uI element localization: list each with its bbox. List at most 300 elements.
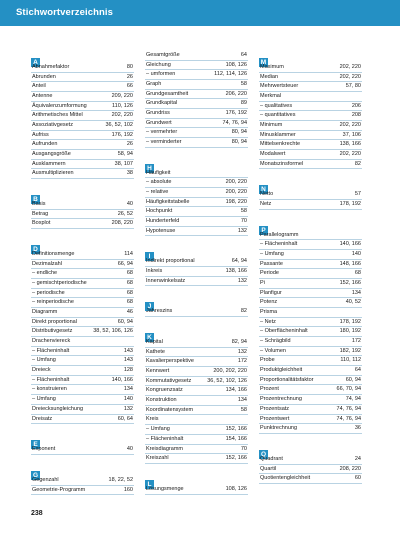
index-entry	[145, 277, 248, 287]
index-term: Äquivalenzumformung	[32, 102, 87, 109]
index-pages: 64	[240, 52, 247, 58]
index-term: Punktrechnung	[260, 425, 297, 432]
index-pages: 37, 106	[342, 131, 361, 138]
index-term: Konstruktion	[146, 397, 177, 404]
section-letter-wrap	[145, 295, 248, 311]
section-letter-wrap	[31, 433, 134, 449]
index-pages: 74, 94	[345, 396, 361, 403]
index-term: Grundgesamtheit	[146, 90, 189, 97]
index-term: Periode	[260, 270, 279, 277]
page-title: Stichwortverzeichnis	[16, 7, 114, 18]
index-entry	[259, 160, 362, 170]
index-term: Distributivgesetz	[32, 328, 73, 335]
index-entry	[259, 140, 362, 150]
index-pages: 26	[126, 141, 133, 148]
index-entry	[259, 63, 362, 73]
index-entry	[259, 465, 362, 475]
index-pages: 132	[123, 405, 133, 412]
index-pages: 64, 94	[231, 258, 247, 265]
index-entry	[259, 356, 362, 366]
index-entry	[31, 250, 134, 260]
index-entry	[31, 121, 134, 131]
index-pages: 140	[123, 396, 133, 403]
section-letter: K	[145, 333, 154, 342]
index-term: Minusklammer	[260, 131, 296, 138]
section-letter: P	[259, 226, 268, 235]
index-pages: 200, 220	[225, 179, 247, 186]
index-term: Hochpunkt	[146, 208, 173, 215]
index-pages: 114	[124, 251, 133, 258]
index-pages: 64	[354, 367, 361, 374]
index-term: Potenz	[260, 299, 278, 306]
index-entry	[31, 318, 134, 328]
index-entry	[31, 366, 134, 376]
index-pages: 18, 22, 52	[108, 476, 133, 483]
index-entry	[259, 121, 362, 131]
section-letter-wrap	[259, 219, 362, 234]
index-pages: 160	[123, 486, 133, 493]
section-letter-wrap	[145, 157, 248, 172]
index-entry	[259, 298, 362, 308]
index-entry	[145, 307, 248, 317]
index-entry	[259, 250, 362, 260]
index-term: Gesamtgröße	[146, 52, 180, 58]
index-term: Quotientengleichheit	[260, 475, 311, 482]
index-pages: 206	[351, 102, 361, 109]
index-pages: 200, 202, 220	[213, 368, 247, 375]
section-letter: D	[31, 245, 40, 254]
section-letter-wrap	[31, 188, 134, 204]
index-section	[145, 245, 248, 286]
index-pages: 134	[237, 397, 247, 404]
index-entry	[31, 219, 134, 229]
index-term: Netz	[260, 201, 272, 208]
index-term: – periodische	[32, 289, 65, 296]
index-entry	[31, 160, 134, 170]
index-term: Direkt proportional	[32, 318, 77, 325]
index-term: Kreiszahl	[146, 455, 169, 462]
index-term: – Umfang	[146, 426, 170, 433]
index-entry	[31, 210, 134, 220]
page-number: 238	[31, 510, 43, 517]
index-term: Ausmultiplizieren	[32, 170, 74, 177]
index-pages: 140, 166	[111, 376, 133, 383]
index-entry	[145, 396, 248, 406]
index-term: Prozent	[260, 386, 279, 393]
index-pages: 89	[240, 100, 247, 107]
index-pages: 108, 126	[225, 61, 247, 68]
index-entry	[145, 425, 248, 435]
index-pages: 74, 76, 94	[336, 405, 361, 412]
index-entry	[259, 455, 362, 465]
index-pages: 143	[123, 347, 133, 354]
index-pages: 202, 220	[339, 73, 361, 80]
index-term: – relative	[146, 189, 169, 196]
index-entry	[31, 405, 134, 415]
section-letter-wrap	[259, 178, 362, 194]
index-term: – verminderter	[146, 139, 182, 146]
index-pages: 128	[123, 367, 133, 374]
index-term: Prozentsatz	[260, 405, 290, 412]
index-section	[31, 464, 134, 495]
index-entry	[259, 308, 362, 318]
index-term: Dreieck	[32, 367, 51, 374]
index-entry	[31, 337, 134, 347]
index-term: – Volumen	[260, 347, 286, 354]
index-term: Grundriss	[146, 110, 170, 117]
index-entry	[259, 415, 362, 425]
index-entry	[259, 376, 362, 386]
index-term: Quartil	[260, 465, 277, 472]
section-letter-wrap	[145, 326, 248, 342]
index-entry	[31, 308, 134, 318]
index-pages: 138, 166	[339, 141, 361, 148]
index-term: Dreiecksungleichung	[32, 405, 84, 412]
index-pages: 132	[237, 348, 247, 355]
index-term: Aufriss	[32, 131, 49, 138]
index-term: Lösungsmenge	[146, 485, 184, 492]
index-entry	[31, 111, 134, 121]
index-term: Modalwert	[260, 151, 286, 158]
index-entry	[31, 486, 134, 496]
index-entry	[145, 357, 248, 367]
index-pages: 80, 94	[231, 129, 247, 136]
index-pages: 38, 52, 106, 126	[93, 328, 133, 335]
index-pages: 66, 70, 94	[336, 386, 361, 393]
index-entry	[145, 138, 248, 148]
index-pages: 58	[240, 81, 247, 88]
index-entry	[31, 327, 134, 337]
index-entry	[145, 454, 248, 464]
index-term: – Flächeninhalt	[32, 347, 70, 354]
index-term: Geometrie-Programm	[32, 486, 86, 493]
index-term: Inkreis	[146, 268, 163, 275]
index-entry	[31, 347, 134, 357]
index-pages: 68	[126, 280, 133, 287]
section-letter-wrap	[145, 473, 248, 488]
index-section	[31, 433, 134, 455]
index-term: Pi	[260, 280, 265, 287]
index-entry	[31, 63, 134, 73]
index-pages: 208, 220	[111, 220, 133, 227]
index-term: Betrag	[32, 210, 49, 217]
index-entry	[31, 298, 134, 308]
index-term: Häufigkeitstabelle	[146, 198, 190, 205]
index-term: Prisma	[260, 309, 278, 316]
index-pages: 152, 166	[225, 455, 247, 462]
index-pages: 206, 220	[225, 90, 247, 97]
index-entry	[145, 257, 248, 267]
index-term: – Umfang	[32, 396, 56, 403]
index-term: Passante	[260, 260, 283, 267]
index-pages: 26	[126, 73, 133, 80]
index-term: Diagramm	[32, 309, 58, 316]
index-pages: 36	[354, 425, 361, 432]
index-pages: 68	[126, 299, 133, 306]
index-term: – Flächeninhalt	[32, 376, 70, 383]
index-pages: 178, 192	[339, 318, 361, 325]
index-section	[31, 51, 134, 179]
index-term: Kapital	[146, 339, 163, 346]
section-letter: Q	[260, 450, 267, 458]
index-pages: 112, 114, 126	[214, 71, 247, 78]
index-term: Merkmal	[260, 93, 282, 100]
index-entry	[31, 140, 134, 150]
index-entry	[259, 318, 362, 328]
index-entry	[31, 82, 134, 92]
index-entry	[259, 289, 362, 299]
index-entry	[145, 207, 248, 217]
index-term: Abnahmefaktor	[32, 64, 70, 70]
index-entry	[31, 73, 134, 83]
index-pages: 38	[126, 170, 133, 177]
index-term: Monatszinsformel	[260, 160, 304, 167]
index-entry	[31, 169, 134, 179]
index-pages: 60	[354, 475, 361, 482]
index-pages: 143	[123, 357, 133, 364]
index-entry	[145, 188, 248, 198]
index-entry	[145, 90, 248, 100]
section-letter-wrap	[31, 464, 134, 479]
section-letter: G	[32, 471, 39, 479]
index-entry	[31, 200, 134, 210]
index-term: Grundkapital	[146, 100, 178, 107]
index-entry	[259, 150, 362, 160]
index-term: Ausgangsgröße	[32, 151, 71, 158]
section-letter: N	[259, 185, 268, 194]
index-term: Kavalierperspektive	[146, 358, 194, 365]
index-pages: 208, 220	[339, 465, 361, 472]
index-entry	[31, 376, 134, 386]
index-entry	[259, 279, 362, 289]
index-column-2	[145, 51, 248, 495]
index-section	[145, 51, 248, 148]
index-term: Häufigkeit	[146, 169, 171, 176]
index-entry	[145, 119, 248, 129]
index-term: – absolute	[146, 179, 172, 186]
index-pages: 36, 52, 102, 126	[207, 377, 247, 384]
index-term: Median	[260, 73, 279, 80]
index-term: – Netz	[260, 318, 276, 325]
index-pages: 140, 166	[339, 241, 361, 248]
index-entry	[259, 366, 362, 376]
section-letter: J	[145, 302, 154, 311]
index-pages: 110, 126	[111, 102, 133, 109]
index-term: Quadrant	[260, 455, 283, 462]
index-term: – endliche	[32, 270, 58, 277]
index-pages: 68	[126, 270, 133, 277]
index-pages: 152, 166	[339, 280, 361, 287]
index-term: Assoziativgesetz	[32, 122, 73, 129]
index-pages: 58	[240, 208, 247, 215]
index-section	[259, 178, 362, 209]
index-pages: 198, 220	[225, 198, 247, 205]
index-pages: 58	[240, 406, 247, 413]
index-section	[145, 157, 248, 237]
index-entry	[31, 476, 134, 486]
index-entry	[259, 269, 362, 279]
index-pages: 202, 220	[339, 122, 361, 129]
index-term: – Schrägbild	[260, 338, 291, 345]
index-entry	[259, 111, 362, 121]
index-entry	[145, 348, 248, 358]
index-pages: 74, 76, 94	[336, 415, 361, 422]
index-entry	[145, 267, 248, 277]
section-letter-wrap	[31, 51, 134, 66]
index-term: Koordinatensystem	[146, 406, 194, 413]
index-entry	[31, 356, 134, 366]
index-term: Drachenviereck	[32, 338, 71, 345]
index-column-3	[259, 51, 362, 484]
index-entry	[259, 190, 362, 200]
index-pages: 80	[126, 64, 133, 70]
index-pages: 148, 166	[339, 260, 361, 267]
index-pages: 110, 112	[340, 357, 361, 364]
index-pages: 138, 166	[225, 268, 247, 275]
index-term: Parallelogramm	[260, 231, 299, 238]
index-pages: 176, 192	[111, 131, 133, 138]
index-entry	[145, 227, 248, 237]
index-pages: 178, 192	[339, 201, 361, 208]
index-term: – Oberflächeninhalt	[260, 328, 308, 335]
index-entry	[31, 289, 134, 299]
index-entry	[31, 415, 134, 425]
index-pages: 202, 220	[339, 64, 361, 70]
section-letter: E	[31, 440, 40, 449]
index-entry	[259, 424, 362, 434]
index-entry	[145, 406, 248, 416]
index-term: Minimum	[260, 122, 283, 129]
index-term: Hunderterfeld	[146, 218, 180, 225]
index-term: – Flächeninhalt	[260, 241, 298, 248]
section-letter: A	[31, 58, 40, 67]
index-term: Hypotenuse	[146, 227, 176, 234]
index-pages: 66, 94	[117, 260, 133, 267]
index-entry	[31, 395, 134, 405]
index-pages: 134, 166	[225, 387, 247, 394]
index-entry	[259, 327, 362, 337]
index-pages: 82, 94	[231, 339, 247, 346]
index-pages: 46	[126, 309, 133, 316]
index-entry	[145, 128, 248, 138]
index-term: – Umfang	[260, 251, 284, 258]
index-entry	[145, 485, 248, 495]
index-section	[259, 51, 362, 169]
index-term: Abrunden	[32, 73, 56, 80]
index-pages: 38, 107	[114, 160, 133, 167]
index-term: Kommutativgesetz	[146, 377, 192, 384]
index-pages: 68	[354, 270, 361, 277]
index-entry	[259, 102, 362, 112]
index-section	[145, 473, 248, 495]
index-pages: 60, 64	[117, 415, 133, 422]
index-entry	[31, 150, 134, 160]
index-term: – quantitatives	[260, 112, 296, 119]
index-term: Aufrunden	[32, 141, 58, 148]
index-entry	[145, 70, 248, 80]
index-section	[31, 188, 134, 229]
index-pages: 40	[126, 201, 133, 208]
index-entry	[259, 337, 362, 347]
index-term: – vermehrter	[146, 129, 178, 136]
index-entry	[31, 102, 134, 112]
index-term: Antenne	[32, 93, 53, 100]
index-entry	[31, 445, 134, 455]
index-entry	[145, 367, 248, 377]
index-term: Mittelsenkrechte	[260, 141, 301, 148]
section-letter: I	[145, 252, 154, 261]
index-pages: 57	[354, 191, 361, 198]
index-pages: 152, 166	[225, 426, 247, 433]
index-term: Ausklammern	[32, 160, 66, 167]
index-entry	[145, 435, 248, 445]
index-pages: 172	[237, 358, 247, 365]
index-term: Gleichung	[146, 61, 171, 68]
index-pages: 82	[240, 308, 247, 315]
index-entry	[259, 231, 362, 241]
index-term: Kreis	[146, 416, 159, 423]
index-term: Kathete	[146, 348, 165, 355]
index-term: – umformen	[146, 71, 176, 78]
index-pages: 134	[351, 289, 361, 296]
index-entry	[259, 395, 362, 405]
index-section	[145, 326, 248, 464]
index-entry	[31, 260, 134, 270]
index-term: Grundwert	[146, 119, 172, 126]
index-entry	[259, 474, 362, 484]
index-term: Netto	[260, 191, 274, 198]
index-entry	[145, 109, 248, 119]
index-entry	[259, 260, 362, 270]
index-pages: 134	[123, 386, 133, 393]
index-pages: 172	[351, 338, 361, 345]
index-pages: 66	[126, 83, 133, 90]
index-term: Jahreszins	[146, 308, 173, 315]
index-pages: 200, 220	[225, 189, 247, 196]
index-pages: 40	[126, 446, 133, 453]
index-entry	[31, 92, 134, 102]
index-term: Boxplot	[32, 220, 51, 227]
section-letter: L	[145, 480, 154, 489]
index-entry	[145, 178, 248, 188]
index-entry	[259, 405, 362, 415]
index-term: Kennwert	[146, 368, 170, 375]
index-entry	[145, 445, 248, 455]
index-term: Anteil	[32, 83, 46, 90]
index-pages: 68	[126, 289, 133, 296]
section-letter: M	[260, 59, 267, 66]
index-term: Planfigur	[260, 289, 282, 296]
section-letter-wrap	[31, 238, 134, 254]
index-term: Prozentwert	[260, 415, 290, 422]
index-term: Kreisdiagramm	[146, 445, 183, 452]
index-term: – reinperiodische	[32, 299, 74, 306]
index-term: Probe	[260, 357, 275, 364]
index-term: Dreisatz	[32, 415, 53, 422]
index-pages: 26, 52	[117, 210, 133, 217]
index-term: Dezimalzahl	[32, 260, 62, 267]
index-pages: 208	[351, 112, 361, 119]
index-term: Maximum	[260, 64, 284, 70]
index-term: Kongruenzsatz	[146, 387, 183, 394]
index-term: Exponent	[32, 446, 56, 453]
index-entry	[145, 99, 248, 109]
index-entry	[31, 269, 134, 279]
index-pages: 140	[351, 251, 361, 258]
index-pages: 209, 220	[111, 93, 133, 100]
index-entry	[145, 415, 248, 425]
index-term: Basis	[32, 201, 46, 208]
